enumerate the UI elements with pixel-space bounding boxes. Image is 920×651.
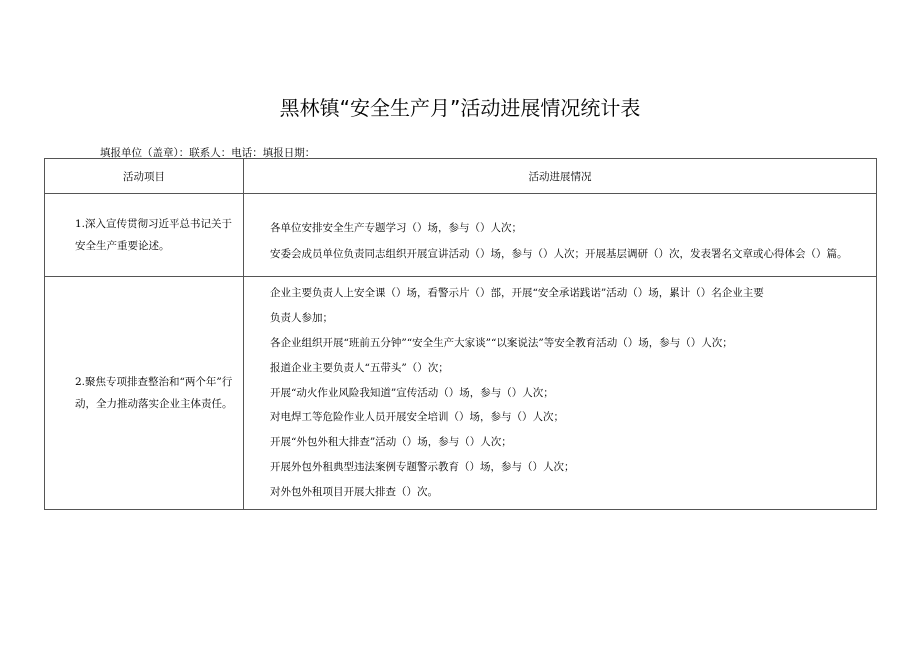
- statistics-table: [44, 158, 877, 510]
- row-progress-2: [244, 277, 877, 510]
- table-row: [45, 277, 877, 510]
- row-item-1: 1.深入宣传贯彻习近平总书记关于安全生产重要论述。: [45, 194, 244, 277]
- progress-line: 各单位安排安全生产专题学习（）场，参与（）人次；: [270, 222, 522, 234]
- header-activity-item: 活动项目: [45, 159, 244, 194]
- progress-line: 安委会成员单位负责同志组织开展宣讲活动（）场，参与（）人次；开展基层调研（）次，发表署名文章或心得体会（）篇。: [270, 248, 848, 260]
- progress-line: 开展“动火作业风险我知道”宣传活动（）场，参与（）人次；: [270, 386, 554, 399]
- page-title: 黑林镇“安全生产月”活动进展情况统计表: [279, 96, 641, 120]
- table-row: [45, 194, 877, 277]
- progress-line: 对电焊工等危险作业人员开展安全培训（）场，参与（）人次；: [270, 411, 564, 424]
- progress-line: 各企业组织开展“班前五分钟”“安全生产大家谈”“以案说法”等安全教育活动（）场，参与（）人次；: [270, 337, 733, 349]
- table-header-row: [45, 159, 877, 194]
- progress-line: 企业主要负责人上安全课（）场，看警示片（）部，开展“安全承诺践诺”活动（）场，累计（）名企业主要: [270, 287, 764, 300]
- progress-line: 负责人参加；: [270, 312, 333, 325]
- row-item-2: 2.聚焦专项排查整治和“两个年”行动，全力推动落实企业主体责任。: [45, 277, 244, 510]
- progress-line: 开展“外包外租大排查”活动（）场，参与（）人次；: [270, 436, 512, 449]
- row-progress-1: [244, 194, 877, 277]
- form-meta-line: 填报单位（盖章）：联系人：电话：填报日期：: [100, 147, 316, 159]
- progress-line: 对外包外租项目开展大排查（）次。: [270, 485, 438, 498]
- progress-line: 报道企业主要负责人“五带头”（）次；: [270, 361, 449, 374]
- progress-line: 开展外包外租典型违法案例专题警示教育（）场，参与（）人次；: [270, 460, 575, 473]
- header-activity-progress: 活动进展情况: [244, 159, 877, 194]
